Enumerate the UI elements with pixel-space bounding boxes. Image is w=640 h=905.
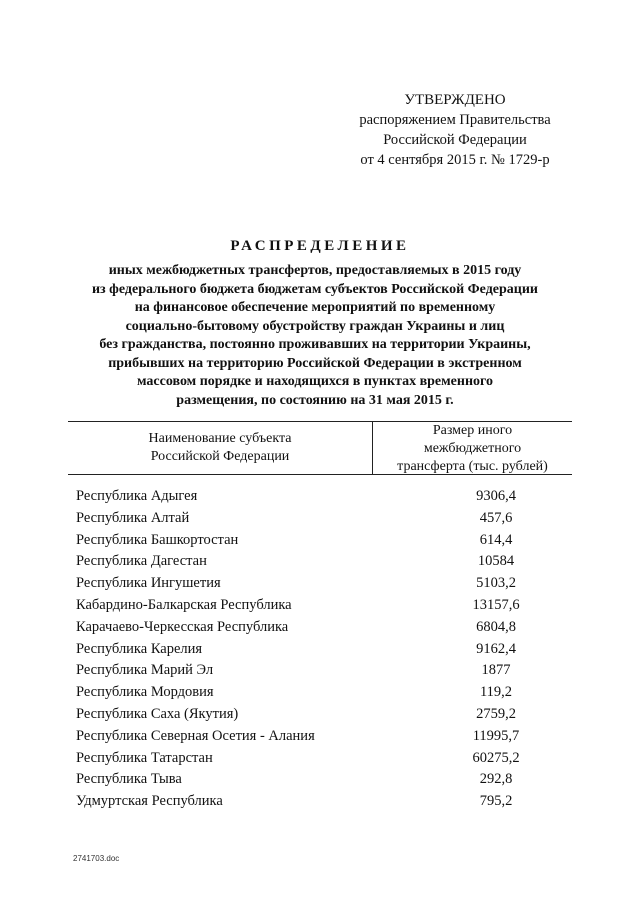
subject-name: Республика Татарстан — [76, 749, 213, 766]
transfer-amount: 9306,4 — [476, 488, 516, 504]
table-row — [76, 662, 576, 684]
transfer-amount: 11995,7 — [472, 727, 520, 744]
approval-date-number: от 4 сентября 2015 г. № 1729-р — [360, 152, 550, 168]
approval-block — [330, 90, 580, 170]
table-row — [76, 488, 576, 510]
subject-name: Кабардино-Балкарская Республика — [76, 596, 292, 613]
file-name-footer: 2741703.doc — [73, 854, 120, 863]
subtitle-line: на финансовое обеспечение мероприятий по временному — [134, 300, 496, 315]
transfer-amount: 614,4 — [479, 531, 513, 548]
transfer-amount: 6804,8 — [476, 618, 516, 635]
subject-name: Республика Башкортостан — [76, 531, 239, 548]
transfer-amount: 2759,2 — [476, 705, 516, 722]
subtitle-line: массовом порядке и находящихся в пунктах временного — [136, 374, 494, 389]
subtitle-line: размещения, по состоянию на 31 мая 2015 г. — [176, 392, 454, 408]
table-row — [76, 597, 576, 619]
transfer-amount: 1877 — [481, 662, 511, 679]
header-line: трансферта (тыс. рублей) — [397, 459, 548, 474]
table-row — [76, 641, 576, 663]
subject-name: Республика Марий Эл — [76, 662, 214, 679]
table-row — [76, 771, 576, 793]
transfer-amount: 795,2 — [479, 793, 513, 810]
column-header-subject — [68, 430, 372, 466]
document-title: РАСПРЕДЕЛЕНИЕ — [230, 238, 410, 254]
header-line: Размер иного — [432, 423, 513, 438]
table-header — [68, 421, 572, 475]
header-line: межбюджетного — [423, 441, 522, 456]
subtitle-line: прибывших на территорию Российской Федерации в экстренном — [108, 355, 522, 371]
subtitle-line: без гражданства, постоянно проживавших на территории Украины, — [99, 337, 531, 352]
subject-name: Республика Ингушетия — [76, 575, 221, 592]
transfer-amount: 119,2 — [479, 684, 513, 701]
subject-name: Республика Дагестан — [76, 553, 207, 570]
approval-heading: УТВЕРЖДЕНО — [404, 92, 506, 108]
transfer-amount: 13157,6 — [472, 596, 520, 613]
transfer-amount: 292,8 — [479, 771, 513, 788]
transfer-amount: 5103,2 — [476, 575, 516, 592]
subject-name: Республика Мордовия — [76, 684, 214, 701]
subject-name: Республика Алтай — [76, 509, 190, 526]
approval-line: Российской Федерации — [383, 132, 527, 148]
subtitle-line: иных межбюджетных трансфертов, предоставляемых в 2015 году — [108, 263, 522, 278]
header-line: Российской Федерации — [150, 449, 290, 464]
subtitle-line: из федерального бюджета бюджетам субъектов Российской Федерации — [91, 281, 538, 297]
table-row — [76, 750, 576, 772]
table-row — [76, 510, 576, 532]
subject-name: Республика Адыгея — [76, 488, 198, 504]
header-line: Наименование субъекта — [148, 431, 292, 446]
subject-name: Республика Саха (Якутия) — [76, 705, 239, 722]
subject-name: Республика Северная Осетия - Алания — [76, 727, 315, 744]
table-row — [76, 553, 576, 575]
transfer-amount: 9162,4 — [476, 640, 516, 657]
transfer-amount: 457,6 — [479, 509, 513, 526]
table-row — [76, 793, 576, 815]
subject-name: Карачаево-Черкесская Республика — [76, 618, 289, 635]
transfer-amount: 10584 — [477, 553, 515, 570]
table-row — [76, 532, 576, 554]
document-subtitle — [60, 262, 570, 410]
transfer-amount: 60275,2 — [472, 749, 520, 766]
table-body — [76, 488, 576, 815]
table-row — [76, 706, 576, 728]
table-row — [76, 575, 576, 597]
subject-name: Республика Тыва — [76, 771, 182, 788]
table-row — [76, 619, 576, 641]
subject-name: Республика Карелия — [76, 640, 203, 657]
subtitle-line: социально-бытовому обустройству граждан Украины и лиц — [125, 318, 505, 334]
approval-line: распоряжением Правительства — [359, 112, 551, 128]
table-row — [76, 728, 576, 750]
column-header-amount — [373, 422, 572, 476]
table-row — [76, 684, 576, 706]
subject-name: Удмуртская Республика — [76, 793, 223, 810]
